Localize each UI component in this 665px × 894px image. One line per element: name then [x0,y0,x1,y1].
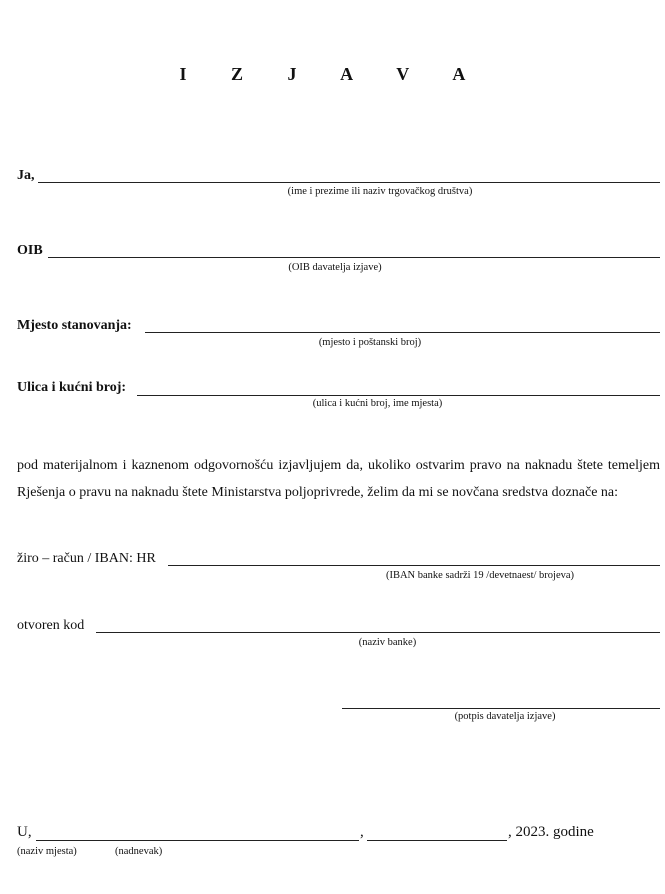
year-suffix: , 2023. godine [508,824,594,840]
name-caption: (ime i prezime ili naziv trgovačkog društva) [287,186,473,197]
residence-line[interactable] [145,332,660,333]
document-title: I Z J A V A [179,64,486,84]
oib-label: OIB [17,243,43,258]
oib-line[interactable] [48,257,660,258]
comma-separator: , [360,824,364,840]
street-caption: (ulica i kućni broj, ime mjesta) [312,398,443,409]
signature-line[interactable] [342,708,660,709]
bank-label: otvoren kod [17,618,85,633]
iban-caption: (IBAN banke sadrži 19 /devetnaest/ brojeva) [385,570,575,581]
bank-caption: (naziv banke) [358,637,417,648]
iban-line[interactable] [168,565,660,566]
place-caption: (naziv mjesta) [17,846,77,857]
place-prefix: U, [17,824,32,840]
signature-caption: (potpis davatelja izjave) [454,711,556,722]
residence-label: Mjesto stanovanja: [17,318,132,333]
street-label: Ulica i kućni broj: [17,380,127,395]
date-caption: (nadnevak) [115,846,163,857]
statement-paragraph: pod materijalnom i kaznenom odgovornošću izjavljujem da, ukoliko ostvarim pravo na naknadu štete temeljem Rješenja o pravu na naknadu štete Ministarstva poljoprivrede, želim da mi se novčana sredstva doznače na: [17,458,660,500]
residence-caption: (mjesto i poštanski broj) [318,337,422,348]
name-label: Ja, [17,168,35,183]
name-line[interactable] [38,182,660,183]
iban-label: žiro – račun / IBAN: HR [17,551,156,566]
oib-caption: (OIB davatelja izjave) [288,262,382,273]
street-line[interactable] [137,395,660,396]
date-line[interactable] [367,840,507,841]
bank-line[interactable] [96,632,660,633]
place-line[interactable] [36,840,359,841]
